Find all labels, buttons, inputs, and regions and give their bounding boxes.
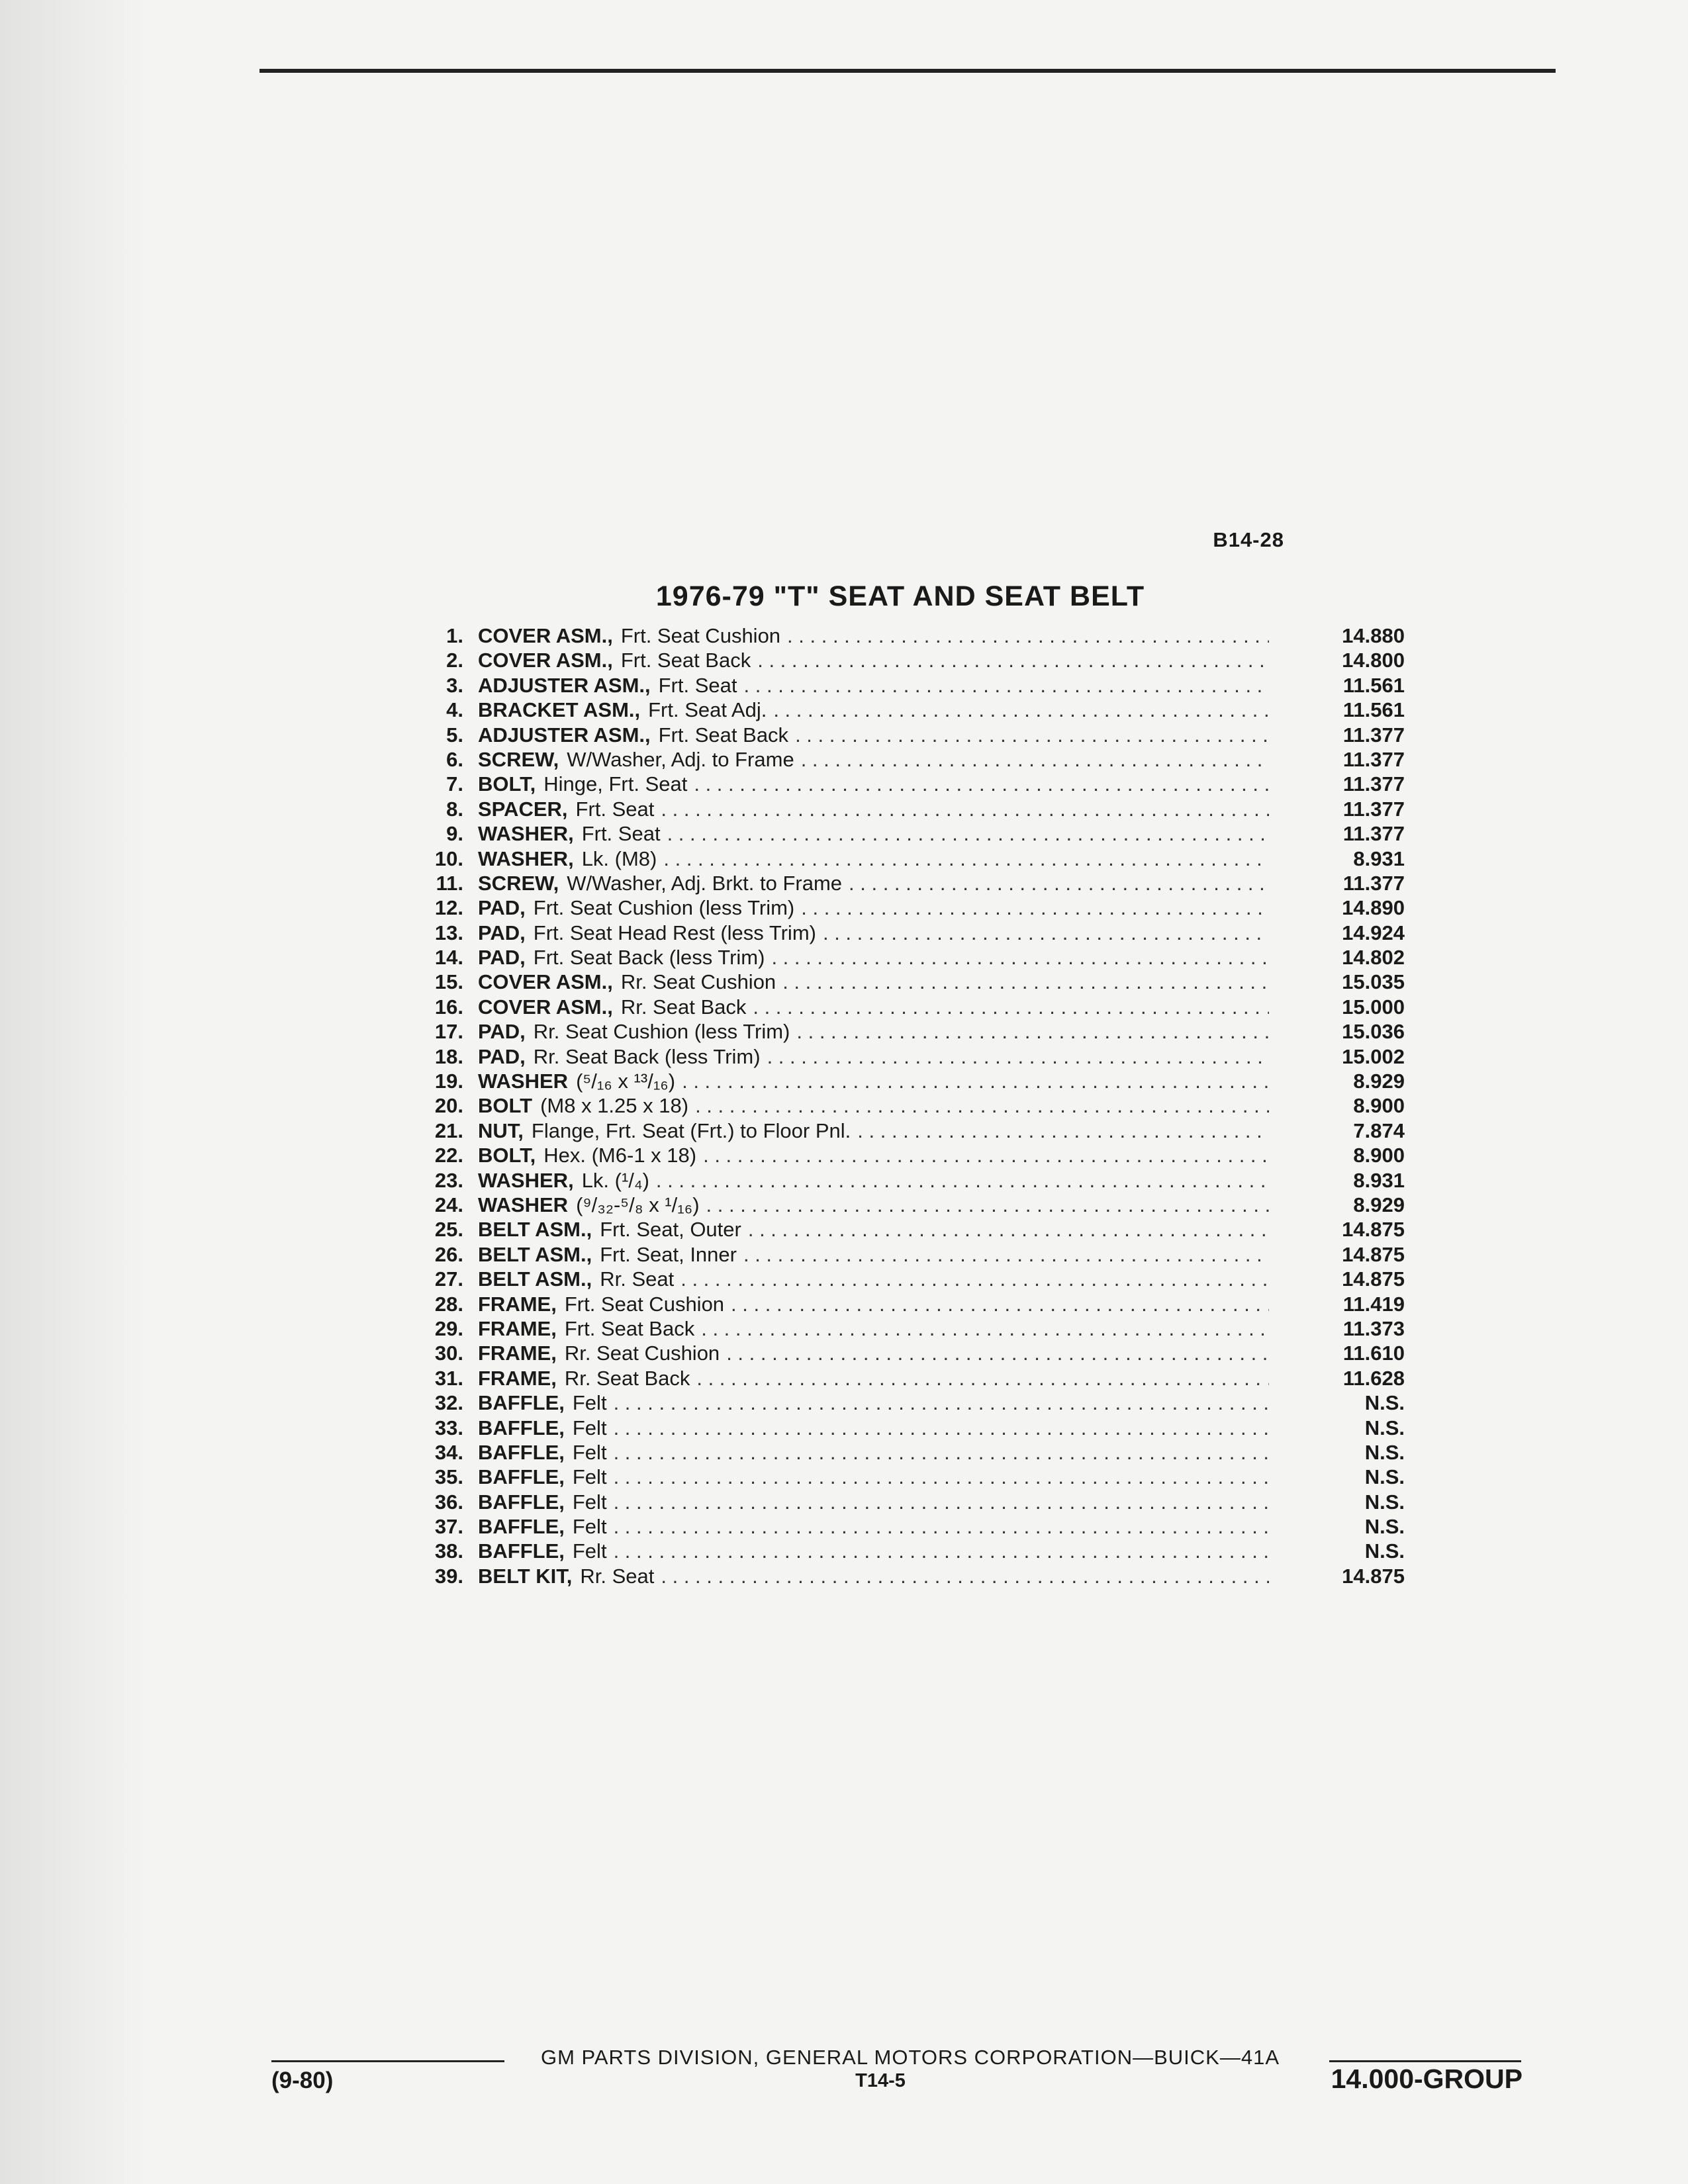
- item-number: 38.: [434, 1539, 463, 1563]
- dot-leader: [773, 698, 1269, 722]
- dot-leader: [726, 1341, 1269, 1365]
- item-description: [478, 970, 1269, 994]
- part-detail: Hex. (M6-1 x 18): [543, 1144, 697, 1167]
- dot-leader: [795, 723, 1269, 747]
- item-number: 8.: [446, 797, 463, 821]
- item-number: 19.: [434, 1069, 463, 1093]
- part-name: WASHER: [478, 1193, 569, 1216]
- group-number: 7.874: [1353, 1118, 1405, 1142]
- group-number: 8.931: [1353, 846, 1405, 870]
- dot-leader: [663, 846, 1269, 871]
- item-number: 27.: [434, 1267, 463, 1291]
- group-number: 14.875: [1342, 1242, 1405, 1266]
- item-number: 22.: [434, 1144, 463, 1167]
- list-item: [410, 1193, 1410, 1217]
- part-detail: Frt. Seat Cushion (less Trim): [533, 896, 795, 920]
- list-item: [410, 1143, 1410, 1167]
- part-name: BRACKET ASM.,: [478, 698, 641, 722]
- group-number: 11.377: [1342, 822, 1405, 846]
- part-name: BAFFLE,: [478, 1539, 565, 1563]
- group-number: 14.875: [1342, 1267, 1405, 1291]
- item-description: [478, 1118, 1269, 1143]
- dot-leader: [744, 673, 1269, 698]
- item-description: [478, 1416, 1269, 1440]
- part-name: FRAME,: [478, 1366, 557, 1390]
- dot-leader: [614, 1465, 1269, 1489]
- item-description: [478, 871, 1269, 895]
- dot-leader: [661, 797, 1269, 821]
- item-description: [478, 1143, 1269, 1167]
- footer-group: 14.000-GROUP: [1331, 2064, 1523, 2094]
- part-detail: Rr. Seat Cushion: [620, 970, 776, 994]
- part-name: COVER ASM.,: [478, 624, 613, 647]
- part-name: BAFFLE,: [478, 1490, 565, 1514]
- part-name: FRAME,: [478, 1342, 557, 1365]
- dot-leader: [757, 648, 1269, 672]
- group-number: 11.377: [1342, 723, 1405, 747]
- item-number: 25.: [434, 1218, 463, 1242]
- item-number: 33.: [434, 1416, 463, 1439]
- item-number: 39.: [434, 1564, 463, 1588]
- group-number: 11.561: [1342, 673, 1405, 697]
- item-description: [478, 623, 1269, 648]
- list-item: [410, 945, 1410, 970]
- dot-leader: [801, 895, 1269, 920]
- list-item: [410, 1465, 1410, 1489]
- part-detail: Frt. Seat, Outer: [600, 1218, 741, 1242]
- group-number: 15.036: [1342, 1020, 1405, 1044]
- list-item: [410, 895, 1410, 920]
- group-number: N.S.: [1364, 1515, 1405, 1539]
- group-number: 15.000: [1342, 995, 1405, 1019]
- item-number: 4.: [446, 698, 463, 722]
- dot-leader: [656, 1168, 1269, 1193]
- group-number: N.S.: [1364, 1440, 1405, 1464]
- item-description: [478, 648, 1269, 672]
- dot-leader: [796, 1019, 1269, 1044]
- part-detail: (⁹/₃₂-⁵/₈ x ¹/₁₆): [576, 1193, 700, 1216]
- list-item: [410, 648, 1410, 672]
- part-detail: W/Washer, Adj. Brkt. to Frame: [567, 871, 843, 895]
- list-item: [410, 1316, 1410, 1341]
- dot-leader: [667, 821, 1269, 846]
- part-detail: Frt. Seat, Inner: [600, 1242, 737, 1266]
- part-detail: (⁵/₁₆ x ¹³/₁₆): [576, 1069, 676, 1093]
- part-detail: Lk. (M8): [581, 846, 657, 870]
- group-number: 14.875: [1342, 1564, 1405, 1588]
- dot-leader: [782, 970, 1269, 994]
- list-item: [410, 797, 1410, 821]
- list-item: [410, 1416, 1410, 1440]
- list-item: [410, 1341, 1410, 1365]
- part-name: WASHER: [478, 1069, 569, 1093]
- reference-code: B14-28: [1213, 528, 1284, 551]
- dot-leader: [753, 995, 1269, 1019]
- dot-leader: [614, 1539, 1269, 1563]
- group-number: 8.929: [1353, 1069, 1405, 1093]
- item-description: [478, 1465, 1269, 1489]
- list-item: [410, 673, 1410, 698]
- item-number: 34.: [434, 1440, 463, 1464]
- list-item: [410, 1490, 1410, 1514]
- group-number: 14.875: [1342, 1218, 1405, 1242]
- part-detail: Felt: [572, 1515, 607, 1539]
- part-name: WASHER,: [478, 1168, 574, 1192]
- part-name: NUT,: [478, 1118, 524, 1142]
- item-description: [478, 1292, 1269, 1316]
- group-number: 14.924: [1342, 921, 1405, 944]
- dot-leader: [731, 1292, 1269, 1316]
- part-name: FRAME,: [478, 1292, 557, 1316]
- part-name: PAD,: [478, 946, 526, 970]
- list-item: [410, 1292, 1410, 1316]
- dot-leader: [682, 1069, 1269, 1093]
- list-item: [410, 970, 1410, 994]
- footer-page-number: T14-5: [855, 2070, 906, 2091]
- dot-leader: [771, 945, 1269, 970]
- part-detail: Felt: [572, 1490, 607, 1514]
- item-number: 31.: [434, 1366, 463, 1390]
- item-description: [478, 945, 1269, 970]
- dot-leader: [787, 623, 1269, 648]
- part-detail: Felt: [572, 1440, 607, 1464]
- part-detail: Rr. Seat Back: [620, 995, 747, 1019]
- footer-rule-right: [1329, 2060, 1521, 2062]
- part-name: BAFFLE,: [478, 1440, 565, 1464]
- item-description: [478, 995, 1269, 1019]
- part-name: BAFFLE,: [478, 1465, 565, 1489]
- dot-leader: [696, 1366, 1269, 1390]
- list-item: [410, 1390, 1410, 1415]
- item-number: 21.: [434, 1118, 463, 1142]
- part-name: BELT KIT,: [478, 1564, 573, 1588]
- group-number: N.S.: [1364, 1416, 1405, 1439]
- footer-publisher: GM PARTS DIVISION, GENERAL MOTORS CORPORATION—BUICK—41A: [540, 2046, 1280, 2069]
- dot-leader: [661, 1564, 1269, 1588]
- item-description: [478, 1440, 1269, 1465]
- dot-leader: [694, 772, 1269, 796]
- item-number: 17.: [434, 1020, 463, 1044]
- item-description: [478, 1019, 1269, 1044]
- item-description: [478, 1193, 1269, 1217]
- item-number: 12.: [434, 896, 463, 920]
- item-number: 9.: [446, 822, 463, 846]
- group-number: 8.931: [1353, 1168, 1405, 1192]
- part-name: SCREW,: [478, 871, 559, 895]
- item-description: [478, 772, 1269, 796]
- group-number: 11.419: [1342, 1292, 1405, 1316]
- group-number: 14.890: [1342, 896, 1405, 920]
- group-number: 14.800: [1342, 649, 1405, 672]
- list-item: [410, 1366, 1410, 1390]
- item-description: [478, 1390, 1269, 1415]
- list-item: [410, 1093, 1410, 1118]
- part-name: BOLT,: [478, 772, 536, 796]
- footer-date: (9-80): [271, 2068, 334, 2093]
- dot-leader: [748, 1217, 1269, 1242]
- part-name: SPACER,: [478, 797, 568, 821]
- part-name: PAD,: [478, 921, 526, 944]
- item-description: [478, 1539, 1269, 1563]
- list-item: [410, 921, 1410, 945]
- group-number: 11.377: [1342, 747, 1405, 771]
- item-number: 30.: [434, 1342, 463, 1365]
- list-item: [410, 698, 1410, 722]
- list-item: [410, 1514, 1410, 1539]
- part-detail: Rr. Seat: [600, 1267, 675, 1291]
- part-detail: Frt. Seat Back: [564, 1316, 695, 1340]
- item-number: 18.: [434, 1044, 463, 1068]
- group-number: 11.628: [1342, 1366, 1405, 1390]
- part-detail: Rr. Seat Cushion: [564, 1342, 720, 1365]
- part-detail: Felt: [572, 1416, 607, 1439]
- group-number: 11.373: [1342, 1316, 1405, 1340]
- item-description: [478, 1490, 1269, 1514]
- group-number: 8.900: [1353, 1144, 1405, 1167]
- item-number: 37.: [434, 1515, 463, 1539]
- group-number: 15.002: [1342, 1044, 1405, 1068]
- group-number: 8.929: [1353, 1193, 1405, 1216]
- dot-leader: [701, 1316, 1269, 1341]
- scanned-page-edge: [0, 0, 152, 2184]
- dot-leader: [680, 1267, 1269, 1291]
- item-number: 2.: [446, 649, 463, 672]
- part-detail: Hinge, Frt. Seat: [543, 772, 688, 796]
- parts-list: [410, 623, 1410, 1588]
- item-description: [478, 1242, 1269, 1267]
- item-number: 3.: [446, 673, 463, 697]
- group-number: 14.880: [1342, 624, 1405, 647]
- dot-leader: [823, 921, 1269, 945]
- list-item: [410, 723, 1410, 747]
- part-detail: Frt. Seat Head Rest (less Trim): [533, 921, 816, 944]
- part-name: BAFFLE,: [478, 1391, 565, 1415]
- dot-leader: [743, 1242, 1269, 1267]
- group-number: 15.035: [1342, 970, 1405, 994]
- list-item: [410, 1019, 1410, 1044]
- item-description: [478, 1267, 1269, 1291]
- part-name: COVER ASM.,: [478, 649, 613, 672]
- dot-leader: [849, 871, 1269, 895]
- item-description: [478, 1168, 1269, 1193]
- item-description: [478, 747, 1269, 772]
- dot-leader: [706, 1193, 1269, 1217]
- item-description: [478, 797, 1269, 821]
- part-name: COVER ASM.,: [478, 995, 613, 1019]
- list-item: [410, 623, 1410, 648]
- list-item: [410, 1168, 1410, 1193]
- part-name: PAD,: [478, 1044, 526, 1068]
- list-item: [410, 995, 1410, 1019]
- item-number: 28.: [434, 1292, 463, 1316]
- item-number: 24.: [434, 1193, 463, 1216]
- item-number: 5.: [446, 723, 463, 747]
- dot-leader: [614, 1390, 1269, 1415]
- list-item: [410, 1118, 1410, 1143]
- list-item: [410, 1044, 1410, 1069]
- list-item: [410, 846, 1410, 871]
- part-detail: Flange, Frt. Seat (Frt.) to Floor Pnl.: [531, 1118, 851, 1142]
- list-item: [410, 1242, 1410, 1267]
- footer-rule-left: [271, 2060, 504, 2062]
- list-item: [410, 772, 1410, 796]
- dot-leader: [801, 747, 1269, 772]
- item-description: [478, 1093, 1269, 1118]
- part-detail: Rr. Seat Back (less Trim): [533, 1044, 761, 1068]
- dot-leader: [614, 1490, 1269, 1514]
- part-name: ADJUSTER ASM.,: [478, 673, 651, 697]
- top-rule: [259, 69, 1556, 73]
- item-description: [478, 846, 1269, 871]
- dot-leader: [614, 1416, 1269, 1440]
- part-name: BOLT,: [478, 1144, 536, 1167]
- part-name: BOLT: [478, 1094, 533, 1118]
- item-number: 29.: [434, 1316, 463, 1340]
- item-description: [478, 895, 1269, 920]
- item-description: [478, 1564, 1269, 1588]
- item-number: 11.: [436, 871, 463, 895]
- part-detail: Frt. Seat Adj.: [648, 698, 767, 722]
- part-detail: Frt. Seat Cushion: [564, 1292, 725, 1316]
- part-detail: Frt. Seat Back (less Trim): [533, 946, 765, 970]
- part-detail: Rr. Seat Cushion (less Trim): [533, 1020, 790, 1044]
- dot-leader: [695, 1093, 1269, 1118]
- part-detail: Frt. Seat: [658, 673, 737, 697]
- item-description: [478, 1217, 1269, 1242]
- list-item: [410, 1267, 1410, 1291]
- dot-leader: [857, 1118, 1269, 1143]
- document-title: 1976-79 "T" SEAT AND SEAT BELT: [655, 580, 1145, 612]
- item-number: 1.: [446, 624, 463, 647]
- item-number: 32.: [434, 1391, 463, 1415]
- group-number: 11.377: [1342, 772, 1405, 796]
- part-name: COVER ASM.,: [478, 970, 613, 994]
- part-detail: Rr. Seat Back: [564, 1366, 690, 1390]
- item-description: [478, 1044, 1269, 1069]
- item-description: [478, 1366, 1269, 1390]
- item-description: [478, 723, 1269, 747]
- part-detail: Rr. Seat: [580, 1564, 655, 1588]
- part-name: BAFFLE,: [478, 1515, 565, 1539]
- dot-leader: [767, 1044, 1269, 1069]
- dot-leader: [703, 1143, 1269, 1167]
- list-item: [410, 747, 1410, 772]
- item-description: [478, 698, 1269, 722]
- group-number: 8.900: [1353, 1094, 1405, 1118]
- item-description: [478, 921, 1269, 945]
- part-name: WASHER,: [478, 822, 574, 846]
- list-item: [410, 1539, 1410, 1563]
- item-description: [478, 1341, 1269, 1365]
- part-name: BELT ASM.,: [478, 1218, 592, 1242]
- group-number: 11.377: [1342, 797, 1405, 821]
- part-detail: (M8 x 1.25 x 18): [540, 1094, 689, 1118]
- item-number: 35.: [434, 1465, 463, 1489]
- list-item: [410, 1069, 1410, 1093]
- part-detail: Frt. Seat Cushion: [620, 624, 781, 647]
- item-number: 36.: [434, 1490, 463, 1514]
- item-number: 20.: [434, 1094, 463, 1118]
- item-number: 15.: [434, 970, 463, 994]
- part-detail: Felt: [572, 1539, 607, 1563]
- item-description: [478, 1316, 1269, 1341]
- item-number: 23.: [434, 1168, 463, 1192]
- item-description: [478, 821, 1269, 846]
- part-detail: Frt. Seat: [581, 822, 661, 846]
- group-number: N.S.: [1364, 1391, 1405, 1415]
- list-item: [410, 871, 1410, 895]
- group-number: 11.377: [1342, 871, 1405, 895]
- dot-leader: [614, 1514, 1269, 1539]
- group-number: 14.802: [1342, 946, 1405, 970]
- group-number: N.S.: [1364, 1465, 1405, 1489]
- item-description: [478, 673, 1269, 698]
- item-description: [478, 1514, 1269, 1539]
- part-detail: Felt: [572, 1391, 607, 1415]
- part-name: ADJUSTER ASM.,: [478, 723, 651, 747]
- item-number: 16.: [434, 995, 463, 1019]
- part-name: BELT ASM.,: [478, 1267, 592, 1291]
- group-number: N.S.: [1364, 1490, 1405, 1514]
- item-number: 13.: [434, 921, 463, 944]
- part-detail: Frt. Seat Back: [620, 649, 751, 672]
- part-detail: Frt. Seat Back: [658, 723, 789, 747]
- part-name: PAD,: [478, 896, 526, 920]
- dot-leader: [614, 1440, 1269, 1465]
- list-item: [410, 1440, 1410, 1465]
- item-number: 26.: [434, 1242, 463, 1266]
- part-name: SCREW,: [478, 747, 559, 771]
- part-name: FRAME,: [478, 1316, 557, 1340]
- part-detail: W/Washer, Adj. to Frame: [567, 747, 794, 771]
- group-number: 11.610: [1342, 1342, 1405, 1365]
- part-name: BELT ASM.,: [478, 1242, 592, 1266]
- part-detail: Lk. (¹/₄): [581, 1168, 649, 1192]
- item-description: [478, 1069, 1269, 1093]
- part-detail: Frt. Seat: [575, 797, 655, 821]
- part-name: BAFFLE,: [478, 1416, 565, 1439]
- part-detail: Felt: [572, 1465, 607, 1489]
- item-number: 7.: [446, 772, 463, 796]
- list-item: [410, 1564, 1410, 1588]
- part-name: WASHER,: [478, 846, 574, 870]
- part-name: PAD,: [478, 1020, 526, 1044]
- group-number: N.S.: [1364, 1539, 1405, 1563]
- item-number: 6.: [446, 747, 463, 771]
- list-item: [410, 821, 1410, 846]
- list-item: [410, 1217, 1410, 1242]
- item-number: 10.: [434, 846, 463, 870]
- item-number: 14.: [434, 946, 463, 970]
- group-number: 11.561: [1342, 698, 1405, 722]
